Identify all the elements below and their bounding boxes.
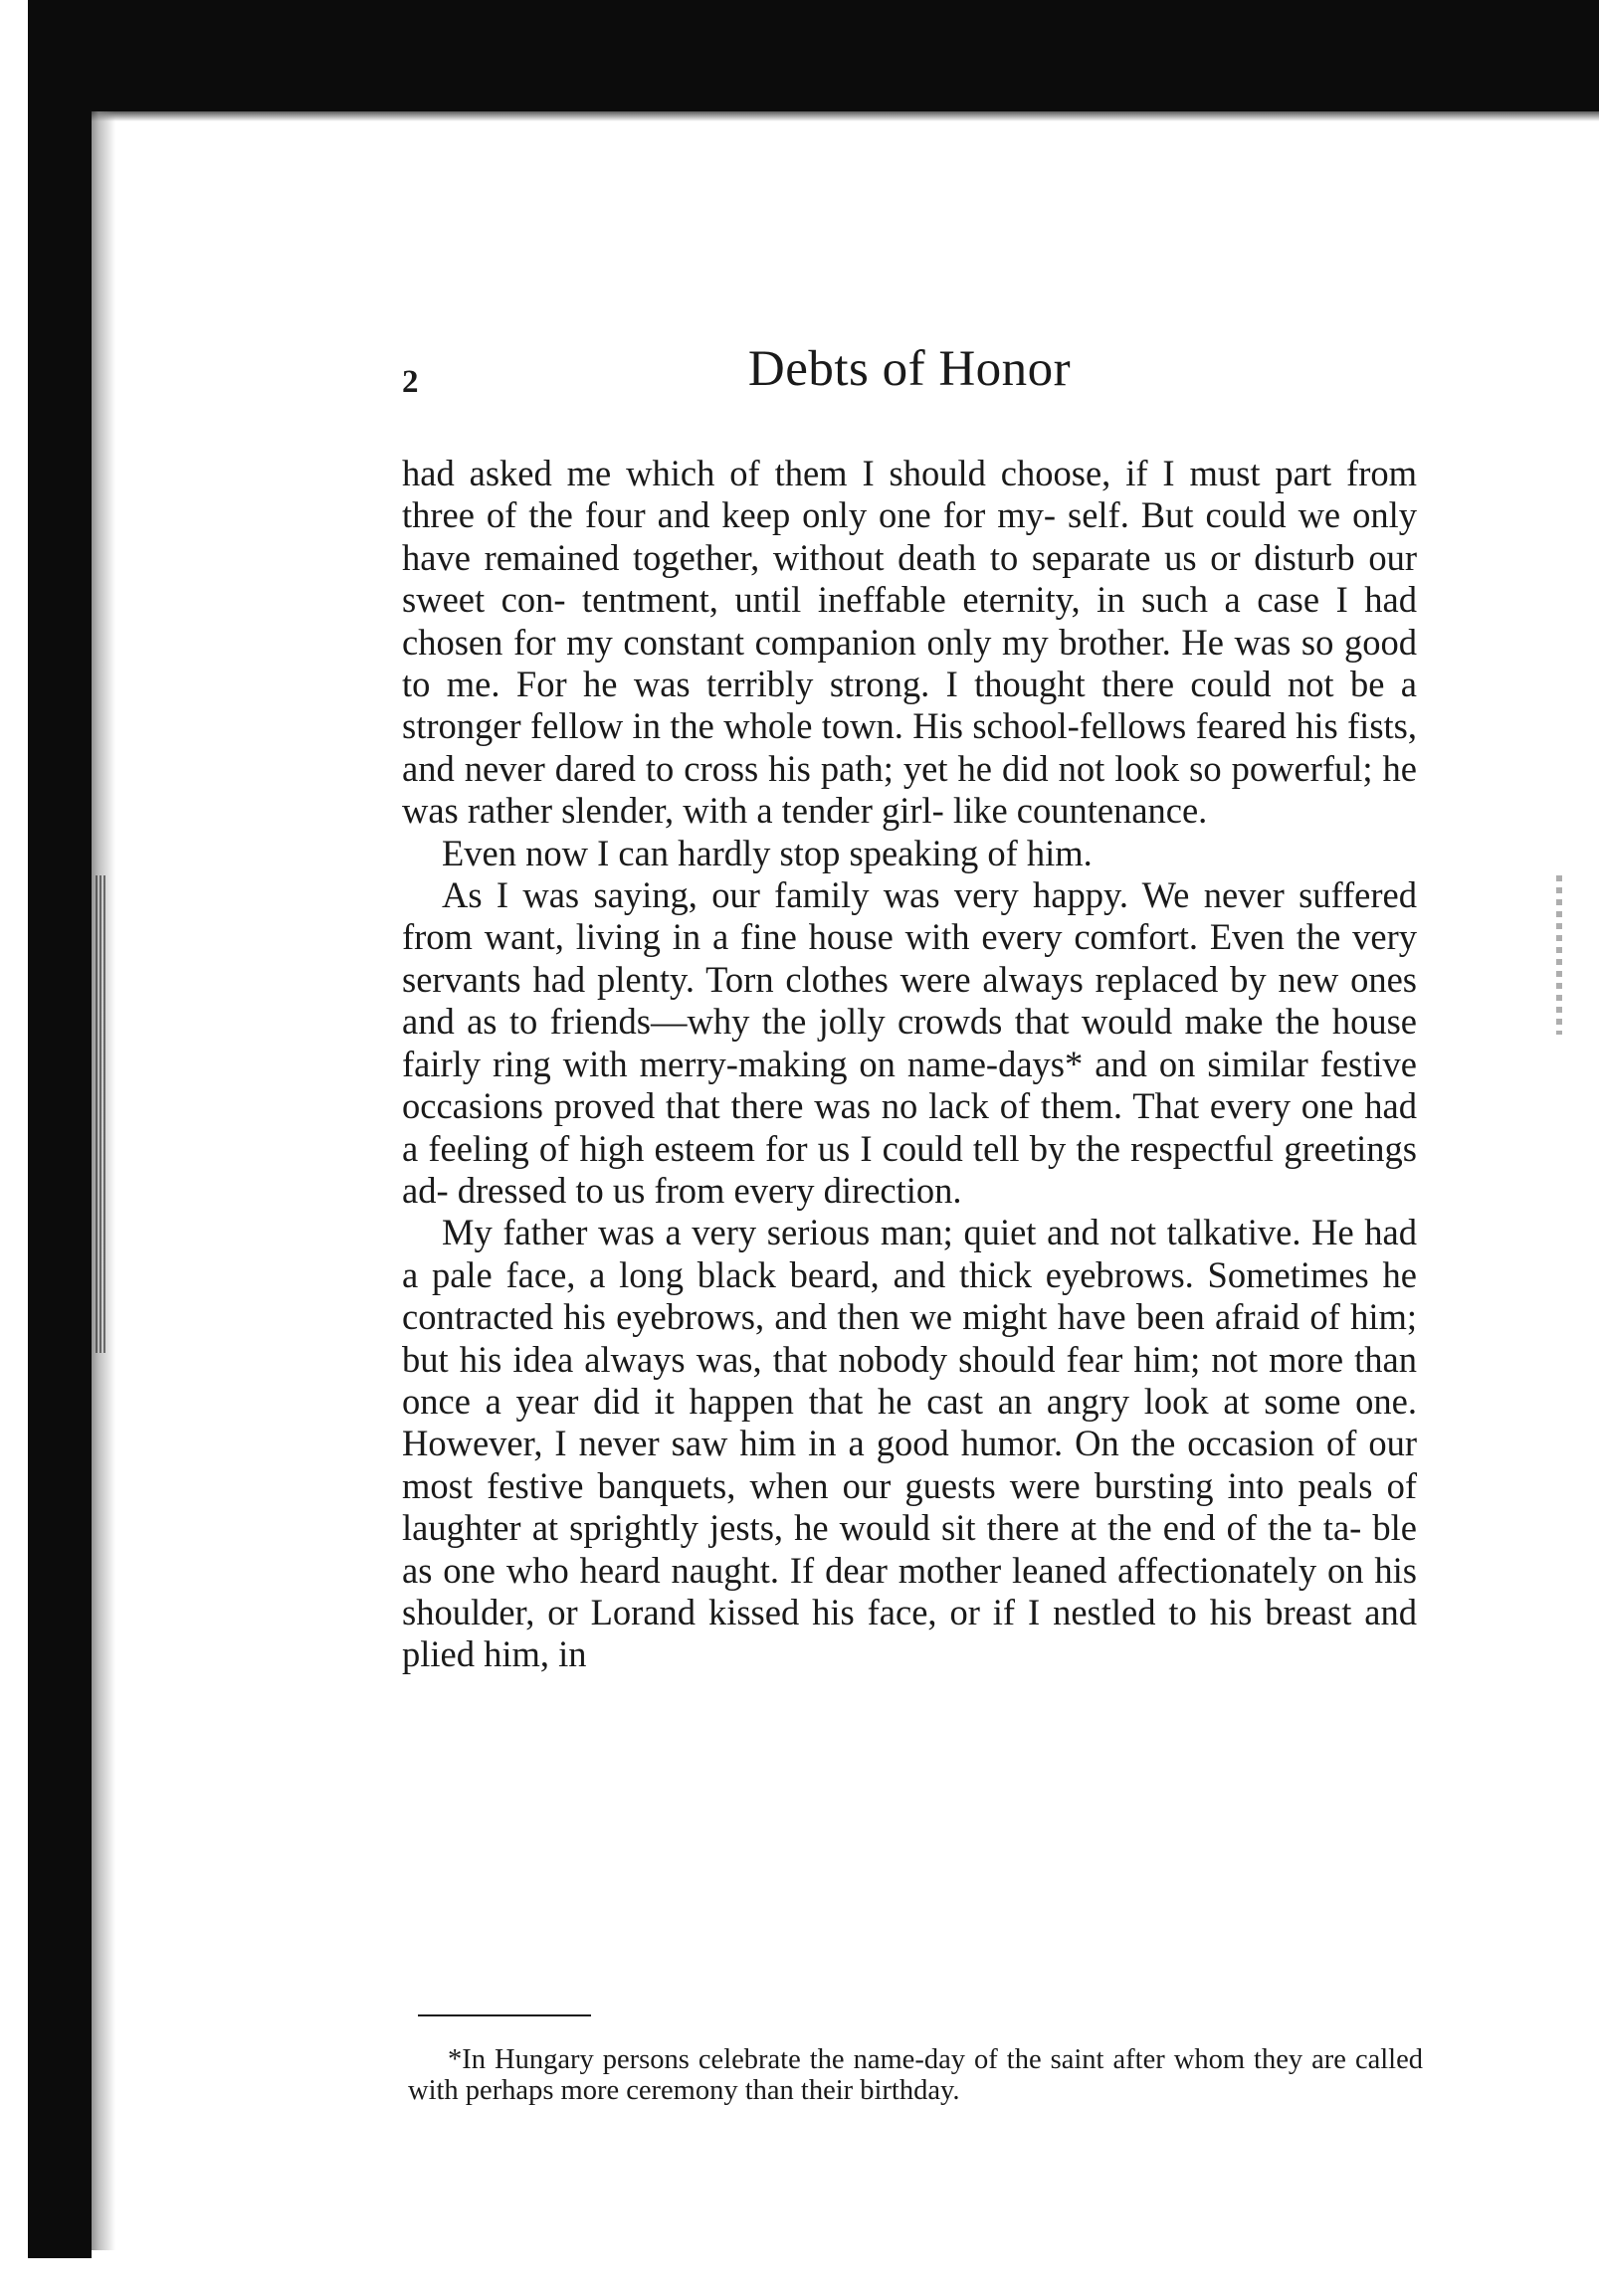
- paragraph: Even now I can hardly stop speaking of him.: [442, 832, 1093, 873]
- scan-top-border: [28, 0, 1599, 111]
- scan-left-border: [28, 0, 92, 2258]
- running-head: [402, 340, 1417, 410]
- running-title: Debts of Honor: [747, 341, 1072, 397]
- scan-right-marks: [1556, 875, 1562, 1035]
- footnote: *In Hungary persons celebrate the name-day of the saint after whom they are called with perhaps more ceremony than their birthday.: [408, 2044, 1423, 2106]
- paragraph: As I was saying, our family was very happy. We never suffered from want, living in a fine house with every comfort. Even the very servants had plenty. Torn clothes were always replaced by new ones and as to friends—why the jolly crowds that would make the house fairly ring with merry-making on name-days* and on similar festive occasions proved that there was no lack of them. That every one had a feeling of high esteem for us I could tell by the respectful greetings ad- dressed to us from every direction.: [402, 874, 1417, 1211]
- paragraph: had asked me which of them I should choose, if I must part from three of the four and keep only one for my- self. But could we only have remained together, without death to separate us or disturb our sweet con- tentment, until ineffable eternity, in such a case I had chosen for my constant companion only my brother. He was so good to me. For he was terribly strong. I thought there could not be a stronger fellow in the whole town. His school-fellows feared his fists, and never dared to cross his path; yet he did not look so powerful; he was rather slender, with a tender girl- like countenance.: [402, 453, 1417, 832]
- scan-top-shadow: [80, 111, 1599, 121]
- paragraph: My father was a very serious man; quiet and not talkative. He had a pale face, a long black beard, and thick eyebrows. Sometimes he contracted his eyebrows, and then we might have been afraid of him; but his idea always was, that nobody should fear him; not more than once a year did it happen that he cast an angry look at some one. However, I never saw him in a good humor. On the occasion of our most festive banquets, when our guests were bursting into peals of laughter at sprightly jests, he would sit there at the end of the ta- ble as one who heard naught. If dear mother leaned affectionately on his shoulder, or Lorand kissed his face, or if I nestled to his breast and plied him, in: [402, 1212, 1417, 1675]
- body-text: [402, 453, 1417, 1676]
- footnote-rule: [418, 2014, 591, 2016]
- page-number: 2: [402, 364, 419, 400]
- scan-left-scratch: [96, 875, 105, 1353]
